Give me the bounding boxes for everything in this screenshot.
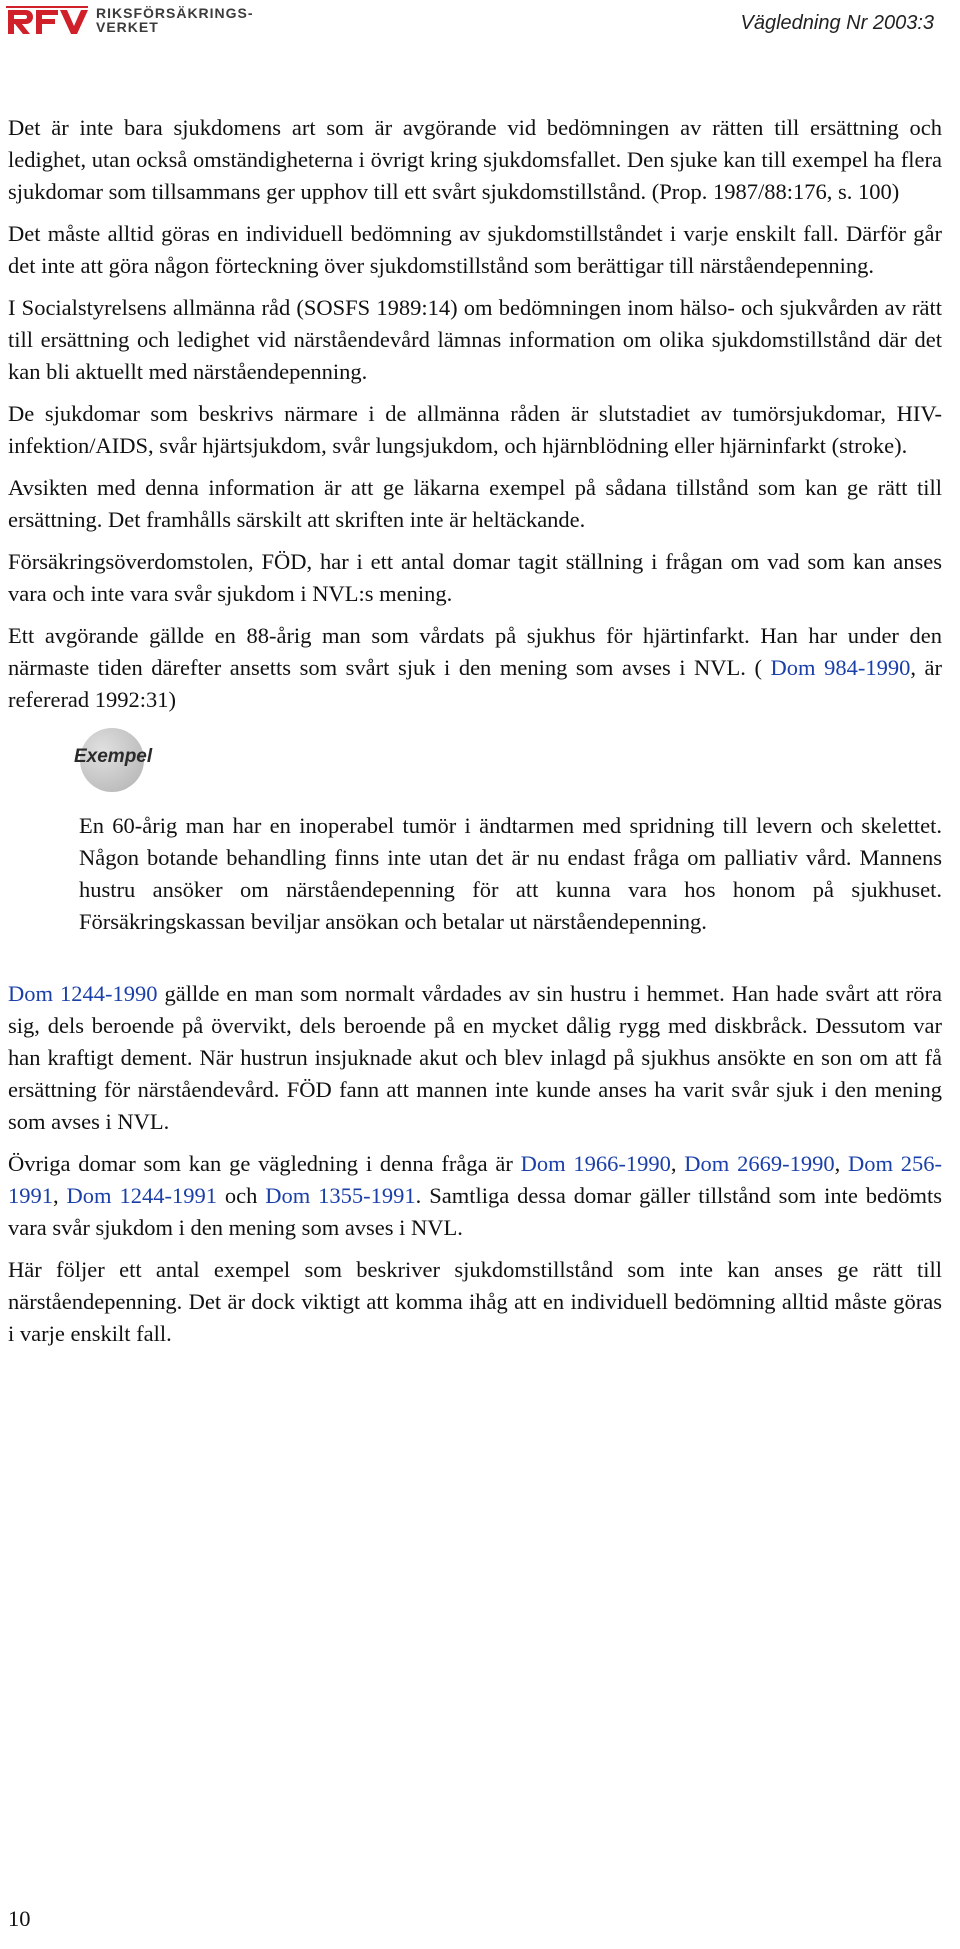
example-badge-label: Exempel xyxy=(74,746,153,767)
paragraph xyxy=(8,620,942,716)
rfv-logo-mark-icon xyxy=(6,6,88,36)
dom-1355-1991-link[interactable]: Dom 1355-1991 xyxy=(265,1183,416,1208)
paragraph xyxy=(8,978,942,1138)
paragraph-text: , är refererad 1992:31) xyxy=(8,655,943,712)
logo-org-name: RIKSFÖRSÄKRINGS- VERKET xyxy=(96,5,254,35)
separator-text: , xyxy=(53,1183,67,1208)
separator-text: , xyxy=(670,1151,685,1176)
paragraph xyxy=(8,1148,942,1244)
dom-1244-1990-link[interactable]: Dom 1244-1990 xyxy=(8,981,158,1006)
paragraph-text: gällde en man som normalt vårdades av sin hustru i hemmet. Han hade svårt att röra sig, dels beroende på övervikt, dels beroende på en mycket dålig rygg med diskbråck. Dessutom var han kraftigt dement. När hustrun insjuknade akut och blev inlagd på sjukhus ansökte en son om att få ersättning för närståendevård. FÖD fann att mannen inte kunde anses ha varit svår sjuk i den mening som avses i NVL. xyxy=(8,981,943,1134)
dom-1244-1991-link[interactable]: Dom 1244-1991 xyxy=(66,1183,217,1208)
document-body xyxy=(8,112,942,1360)
paragraph: Det är inte bara sjukdomens art som är avgörande vid bedömningen av rätten till ersättning och ledighet, utan också omständigheterna i övrigt kring sjukdomsfallet. Den sjuke kan till exempel ha flera sjukdomar som tillsammans ger upphov till ett svårt sjukdomstillstånd. (Prop. 1987/88:176, s. 100) xyxy=(8,115,942,204)
example-badge xyxy=(74,728,184,796)
paragraph: Det måste alltid göras en individuell bedömning av sjukdomstillståndet i varje enskilt fall. Därför går det inte att göra någon förteckning över sjukdomstillstånd som berättigar till närståendepenning. xyxy=(8,221,942,278)
paragraph: Försäkringsöverdomstolen, FÖD, har i ett antal domar tagit ställning i frågan om vad som kan anses vara och inte vara svår sjukdom i NVL:s mening. xyxy=(8,549,942,606)
dom-2669-1990-link[interactable]: Dom 2669-1990 xyxy=(684,1151,835,1176)
example-text: En 60-årig man har en inoperabel tumör i ändtarmen med spridning till levern och skelettet. Någon botande behandling finns inte utan det är nu endast fråga om palliativ vård. Mannens hustru ansöker om närståendepenning för att kunna vara hos honom på sjukhuset. Försäkringskassan beviljar ansökan och betalar ut närståendepenning. xyxy=(79,813,942,934)
rfv-logo xyxy=(6,6,276,42)
separator-text: , xyxy=(834,1151,848,1176)
page-number: 10 xyxy=(8,1906,31,1931)
paragraph: I Socialstyrelsens allmänna råd (SOSFS 1989:14) om bedömningen inom hälso- och sjukvården av rätt till ersättning och ledighet vid närståendevård lämnas information om olika sjukdomstillstånd där det kan bli aktuellt med närståendepenning. xyxy=(8,295,942,384)
paragraph: De sjukdomar som beskrivs närmare i de allmänna råden är slutstadiet av tumörsjukdomar, HIV-infektion/AIDS, svår hjärtsjukdom, svår lungsjukdom, och hjärnblödning eller hjärninfarkt (stroke). xyxy=(8,401,942,458)
paragraph: Här följer ett antal exempel som beskriver sjukdomstillstånd som inte kan anses ge rätt till närståendepenning. Det är dock viktigt att komma ihåg att en individuell bedömning alltid måste göras i varje enskilt fall. xyxy=(8,1257,942,1346)
separator-text: och xyxy=(216,1183,266,1208)
dom-1966-1990-link[interactable]: Dom 1966-1990 xyxy=(520,1151,671,1176)
document-reference: Vägledning Nr 2003:3 xyxy=(740,12,934,34)
paragraph-text: Ett avgörande gällde en 88-årig man som vårdats på sjukhus för hjärtinfarkt. Han har under den närmaste tiden därefter ansetts som svårt sjuk i den mening som avses i NVL. ( xyxy=(8,623,942,680)
paragraph-text: . Samtliga dessa domar gäller tillstånd som inte bedömts vara svår sjukdom i den mening som avses i NVL. xyxy=(8,1183,942,1240)
dom-984-1990-link[interactable]: Dom 984-1990 xyxy=(770,655,911,680)
paragraph-text: Övriga domar som kan ge vägledning i denna fråga är xyxy=(8,1151,521,1176)
paragraph: Avsikten med denna information är att ge läkarna exempel på sådana tillstånd som kan ge rätt till ersättning. Det framhålls särskilt att skriften inte är heltäckande. xyxy=(8,475,942,532)
page-header xyxy=(0,0,960,56)
dom-256-1991-link[interactable]: Dom 256-1991 xyxy=(8,1151,943,1208)
